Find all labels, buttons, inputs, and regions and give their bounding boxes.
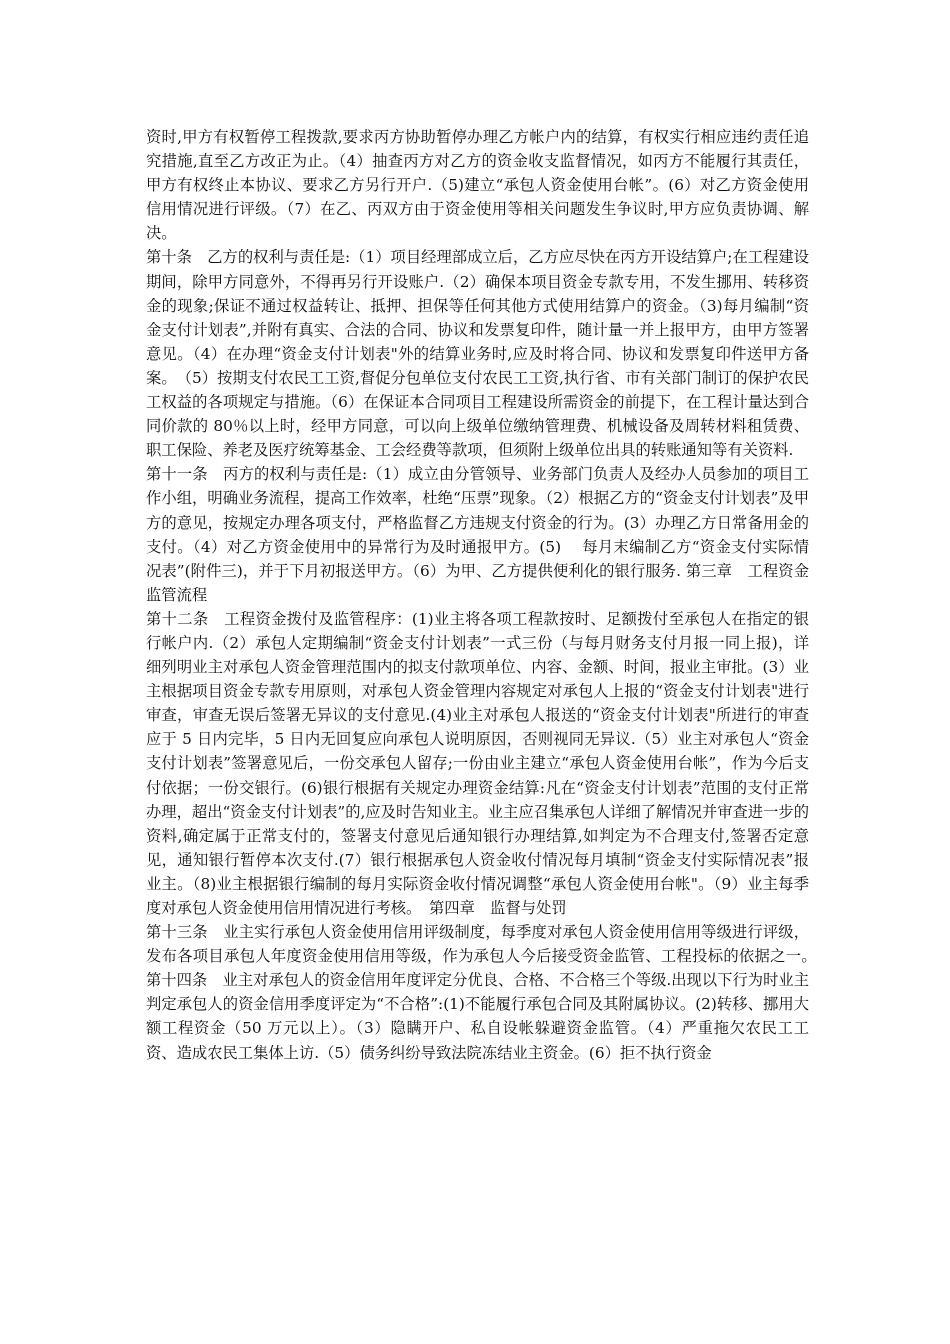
paragraph-article-10: 第十条 乙方的权利与责任是:（1）项目经理部成立后，乙方应尽快在丙方开设结算户;在工程建设期间，除甲方同意外，不得再另行开设账户.（2）确保本项目资金专款专用，不发生挪用、转移资金的现象;保证不通过权益转让、抵押、担保等任何其他方式使用结算户的资金。（3)每月编制“资金支付计划表”,并附有真实、合法的合同、协议和发票复印件，随计量一并上报甲方，由甲方签署意见。（4）在办理“资金支付计划表"外的结算业务时,应及时将合同、协议和发票复印件送甲方备案。 （5）按期支付农民工工资,督促分包单位支付农民工工资,执行省、市有关部门制订的保护农民工权益的各项规定与措施。（6）在保证本合同项目工程建设所需资金的前提下，在工程计量达到合同价款的 80％以上时，经甲方同意，可以向上级单位缴纳管理费、机械设备及周转材料租赁费、职工保险、养老及医疗统筹基金、工会经费等款项，但须附上级单位出具的转账通知等有关资料. [146,248,809,460]
paragraph-article-11: 第十一条 丙方的权利与责任是:（1）成立由分管领导、业务部门负责人及经办人员参加的项目工作小组，明确业务流程，提高工作效率，杜绝“压票”现象。（2）根据乙方的“资金支付计划表”及甲方的意见，按规定办理各项支付，严格监督乙方违规支付资金的行为。(3）办理乙方日常备用金的支付。（4）对乙方资金使用中的异常行为及时通报甲方。(5) 每月末编制乙方“资金支付实际情况表”(附件三)，并于下月初报送甲方。（6）为甲、乙方提供便利化的银行服务. 第三章 工程资金监管流程 [146,465,809,604]
paragraph-article-12: 第十二条 工程资金拨付及监管程序：(1)业主将各项工程款按时、足额拨付至承包人在指定的银行帐户内.（2）承包人定期编制“资金支付计划表”一式三份（与每月财务支付月报一同上报)，详细列明业主对承包人资金管理范围内的拟支付款项单位、内容、金额、时间，报业主审批。(3）业主根据项目资金专款专用原则，对承包人资金管理内容规定对承包人上报的“资金支付计划表"进行审查，审查无误后签署无异议的支付意见.(4)业主对承包人报送的“资金支付计划表"所进行的审查应于 5 日内完毕，5 日内无回复应向承包人说明原因，否则视同无异议.（5）业主对承包人“资金支付计划表”签署意见后，一份交承包人留存;一份由业主建立“承包人资金使用台帐”，作为今后支付依据；一份交银行。(6)银行根据有关规定办理资金结算:凡在“资金支付计划表”范围的支付正常办理，超出“资金支付计划表”的,应及时告知业主。业主应召集承包人详细了解情况并审查进一步的资料,确定属于正常支付的，签署支付意见后通知银行办理结算,如判定为不合理支付,签署否定意见，通知银行暂停本次支付.(7）银行根据承包人资金收付情况每月填制“资金支付实际情况表”报业主。（8)业主根据银行编制的每月实际资金收付情况调整“承包人资金使用台帐"。（9）业主每季度对承包人资金使用信用情况进行考核。 第四章 监督与处罚 [146,609,809,917]
paragraph-article-9-continued: 资时,甲方有权暂停工程拨款,要求丙方协助暂停办理乙方帐户内的结算，有权实行相应违约责任追究措施,直至乙方改正为止。（4）抽查丙方对乙方的资金收支监督情况，如丙方不能履行其责任，甲方有权终止本协议、要求乙方另行开户.（5)建立“承包人资金使用台帐”。(6）对乙方资金使用信用情况进行评级。（7）在乙、丙双方由于资金使用等相关问题发生争议时,甲方应负责协调、解决。 [146,128,809,243]
paragraph-article-13-14: 第十三条 业主实行承包人资金使用信用评级制度，每季度对承包人资金使用信用等级进行评级，发布各项目承包人年度资金使用信用等级，作为承包人今后接受资金监管、工程投标的依据之一。 第十四条 业主对承包人的资金信用年度评定分优良、合格、不合格三个等级.出现以下行为时业主判定承包人的资金信用季度评定为“不合格”:(1)不能履行承包合同及其附属协议。(2)转移、挪用大额工程资金（50 万元以上）。（3）隐瞒开户、私自设帐躲避资金监管。（4）严重拖欠农民工工资、造成农民工集体上访.（5）债务纠纷导致法院冻结业主资金。(6）拒不执行资金 [146,923,825,1062]
document-body [146,125,825,1065]
